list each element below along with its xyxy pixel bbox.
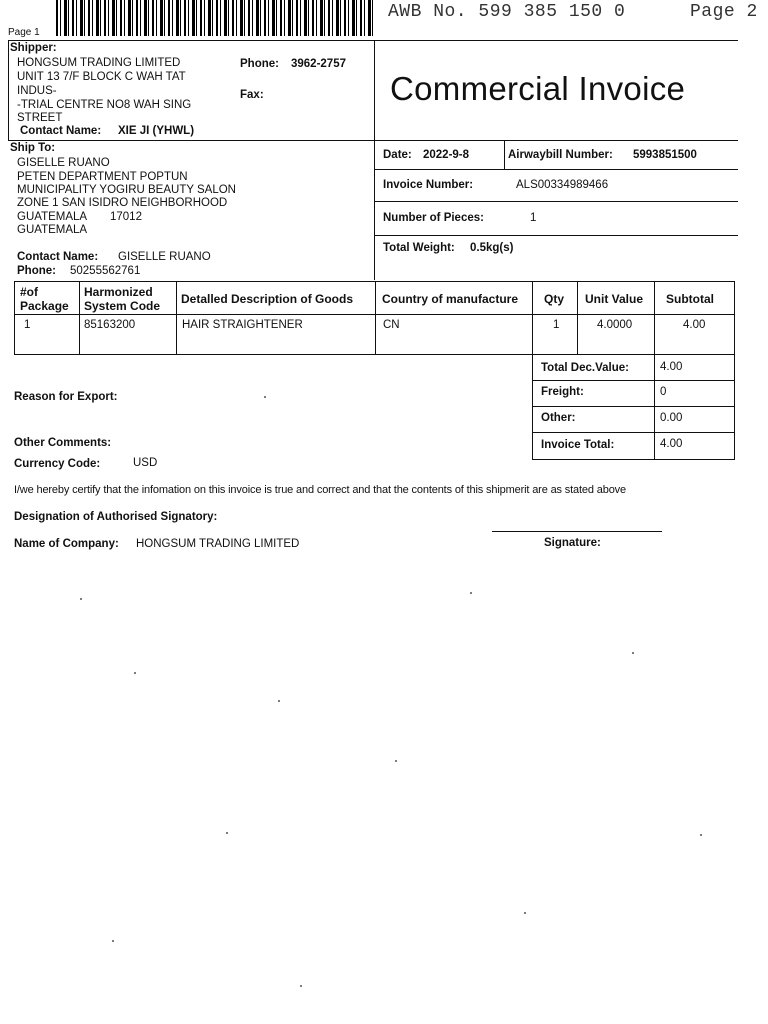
signature-label: Signature: — [544, 537, 601, 549]
shipper-name: HONGSUM TRADING LIMITED — [17, 57, 181, 69]
table-col-1 — [79, 281, 80, 355]
shipper-fax-label: Fax: — [240, 89, 264, 101]
row-unit-value: 4.0000 — [597, 319, 633, 331]
totals-left — [532, 354, 533, 460]
freight-value: 0 — [660, 386, 667, 398]
ship-to-phone-label: Phone: — [17, 265, 56, 277]
row-subtotal: 4.00 — [683, 319, 706, 331]
ship-to-address-1: PETEN DEPARTMENT POPTUN — [17, 171, 188, 183]
info-divider-1 — [374, 169, 738, 170]
shipper-address-3: -TRIAL CENTRE NO8 WAH SING — [17, 99, 192, 111]
pieces-label: Number of Pieces: — [383, 212, 484, 224]
row-description: HAIR STRAIGHTENER — [182, 319, 303, 331]
invoice-total-label: Invoice Total: — [541, 439, 615, 451]
ship-to-city: GUATEMALA — [17, 211, 88, 223]
header-package-line2: Package — [20, 299, 69, 313]
invoice-number-value: ALS00334989466 — [516, 179, 609, 191]
document-title: Commercial Invoice — [390, 70, 686, 107]
row-qty: 1 — [553, 319, 560, 331]
scan-speck — [278, 700, 280, 702]
frame-mid-vertical — [374, 40, 375, 280]
scan-speck — [524, 912, 526, 914]
row-country: CN — [383, 319, 400, 331]
scan-speck — [134, 672, 136, 674]
table-col-2 — [176, 281, 177, 355]
header-subtotal: Subtotal — [666, 292, 714, 306]
row-package: 1 — [24, 319, 31, 331]
scan-speck — [264, 396, 266, 398]
totals-mid — [654, 354, 655, 460]
currency-code-value: USD — [133, 457, 158, 469]
info-vertical — [504, 140, 505, 169]
currency-code-label: Currency Code: — [14, 458, 101, 470]
company-value: HONGSUM TRADING LIMITED — [136, 538, 300, 550]
ship-to-zip: 17012 — [110, 211, 142, 223]
header-hs-line1: Harmonized — [84, 285, 153, 299]
scan-speck — [700, 834, 702, 836]
page-number-left: Page 1 — [8, 27, 40, 38]
total-dec-label: Total Dec.Value: — [541, 362, 629, 374]
scan-speck — [395, 760, 397, 762]
airwaybill-value: 5993851500 — [633, 149, 697, 161]
other-comments-label: Other Comments: — [14, 437, 112, 449]
header-package-line1: #of — [20, 285, 38, 299]
shipper-contact: XIE JI (YHWL) — [118, 125, 195, 137]
awb-number: AWB No. 599 385 150 0 — [388, 2, 626, 22]
row-hs-code: 85163200 — [84, 319, 136, 331]
table-header-bottom — [14, 314, 734, 315]
shipper-address-4: STREET — [17, 112, 63, 124]
reason-for-export-label: Reason for Export: — [14, 391, 118, 403]
table-top — [14, 281, 734, 282]
date-label: Date: — [383, 149, 412, 161]
total-dec-value: 4.00 — [660, 361, 683, 373]
table-col-3 — [375, 281, 376, 355]
ship-to-contact: GISELLE RUANO — [118, 251, 211, 263]
shipper-address-1: UNIT 13 7/F BLOCK C WAH TAT — [17, 71, 186, 83]
header-qty: Qty — [544, 292, 565, 306]
ship-to-contact-label: Contact Name: — [17, 251, 99, 263]
totals-row-1 — [532, 380, 735, 381]
header-description: Detalled Description of Goods — [181, 292, 354, 306]
info-divider-2 — [374, 201, 738, 202]
table-col-7 — [734, 281, 735, 355]
date-value: 2022-9-8 — [423, 149, 470, 161]
table-col-4 — [532, 281, 533, 355]
page-number-right: Page 2 — [690, 2, 758, 22]
table-col-0 — [14, 281, 15, 355]
header-country: Country of manufacture — [382, 292, 519, 306]
frame-top — [8, 40, 738, 41]
table-col-6 — [654, 281, 655, 355]
totals-row-3 — [532, 432, 735, 433]
other-value: 0.00 — [660, 412, 683, 424]
ship-to-label: Ship To: — [10, 142, 56, 154]
header-hs-line2: System Code — [84, 299, 161, 313]
table-col-5 — [577, 281, 578, 355]
certification-text: I/we hereby certify that the infomation on this invoice is true and correct and that the contents of this shipmerit are as stated above — [14, 484, 626, 496]
scan-speck — [112, 940, 114, 942]
ship-to-country: GUATEMALA — [17, 224, 88, 236]
totals-right — [734, 354, 735, 460]
designation-label: Designation of Authorised Signatory: — [14, 511, 218, 523]
scan-speck — [632, 652, 634, 654]
pieces-value: 1 — [530, 212, 537, 224]
scan-speck — [226, 832, 228, 834]
invoice-total-value: 4.00 — [660, 438, 683, 450]
weight-value: 0.5kg(s) — [470, 242, 514, 254]
shipper-label: Shipper: — [10, 42, 57, 54]
freight-label: Freight: — [541, 386, 584, 398]
header-unit-value: Unit Value — [585, 292, 644, 306]
ship-to-address-2: MUNICIPALITY YOGIRU BEAUTY SALON — [17, 184, 236, 196]
frame-row-divider — [8, 140, 738, 141]
other-label: Other: — [541, 412, 576, 424]
shipper-phone: 3962-2757 — [291, 58, 346, 70]
company-label: Name of Company: — [14, 538, 119, 550]
totals-row-2 — [532, 406, 735, 407]
invoice-number-label: Invoice Number: — [383, 179, 474, 191]
ship-to-name: GISELLE RUANO — [17, 157, 110, 169]
shipper-phone-label: Phone: — [240, 58, 279, 70]
frame-left — [8, 40, 9, 140]
weight-label: Total Weight: — [383, 242, 455, 254]
shipper-address-2: INDUS- — [17, 85, 57, 97]
ship-to-address-3: ZONE 1 SAN ISIDRO NEIGHBORHOOD — [17, 197, 228, 209]
scan-speck — [300, 985, 302, 987]
table-bottom — [14, 354, 734, 355]
barcode — [56, 0, 374, 36]
totals-bottom — [532, 459, 735, 460]
scan-speck — [470, 592, 472, 594]
ship-to-phone: 50255562761 — [70, 265, 141, 277]
shipper-contact-label: Contact Name: — [20, 125, 102, 137]
airwaybill-label: Airwaybill Number: — [508, 149, 613, 161]
scan-speck — [80, 598, 82, 600]
signature-line — [492, 531, 662, 532]
info-divider-3 — [374, 235, 738, 236]
